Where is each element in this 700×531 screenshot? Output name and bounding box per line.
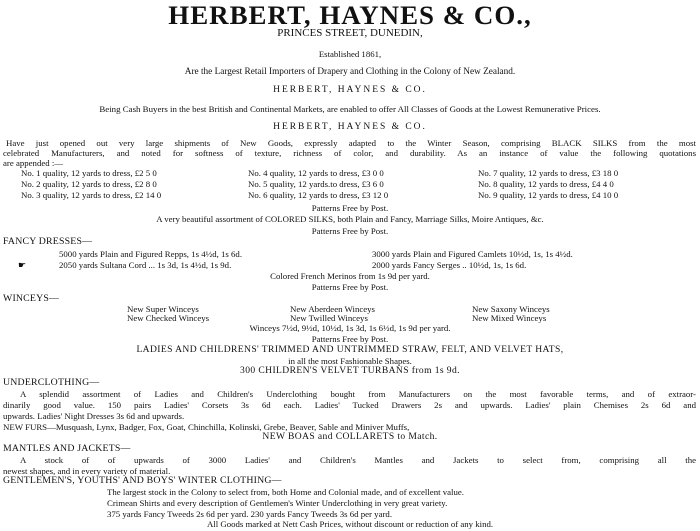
underclothing-line-1: A splendid assortment of Ladies and Children's Underclothing bought from Manufacturers on the most favorable terms, and of extraor- — [20, 389, 696, 399]
wincey-item: New Twilled Winceys — [290, 313, 368, 323]
patterns-free-note: Patterns Free by Post. — [311, 334, 389, 344]
colored-silks-line: A very beautiful assortment of COLORED SILKS, both Plain and Fancy, Marriage Silks, Moire Antiques, &c. — [156, 214, 544, 224]
fancy-dress-item: 2050 yards Sultana Cord ... 1s 3d, 1s 4½d, 1s 9d. — [59, 260, 232, 270]
patterns-free-note: Patterns Free by Post. — [311, 203, 389, 213]
gentlemens-line-2: Crimean Shirts and every description of Gentlemen's Winter Underclothing in very great variety. — [107, 498, 448, 508]
cash-buyers-line: Being Cash Buyers in the best British and Continental Markets, are enabled to offer All Classes of Goods at the Lowest Remunerative Prices. — [99, 104, 601, 114]
section-heading-mantles: MANTLES AND JACKETS— — [3, 443, 131, 454]
nett-cash-line: All Goods marked at Nett Cash Prices, without discount or reduction of any kind. — [206, 519, 494, 529]
street-address: PRINCES STREET, DUNEDIN, — [277, 27, 423, 39]
price-cell: No. 4 quality, 12 yards to dress, £3 0 0 — [248, 168, 384, 178]
underclothing-line-2: dinarily good value. 150 pairs Ladies' Corsets 3s 6d each. Ladies' Tucked Drawers 2s and upwards. Ladies' plain Chemises 2s 6d and — [3, 400, 696, 410]
fancy-dress-item: 3000 yards Plain and Figured Camlets 10½d, 1s, 1s 4½d. — [372, 249, 573, 259]
price-cell: No. 3 quality, 12 yards to dress, £2 14 0 — [21, 190, 162, 200]
patterns-free-note: Patterns Free by Post. — [311, 282, 389, 292]
gentlemens-line-1: The largest stock in the Colony to select from, both Home and Colonial made, and of excellent value. — [107, 487, 464, 497]
price-row — [0, 179, 700, 189]
underclothing-line-3: upwards. Ladies' Night Dresses 3s 6d and upwards. — [3, 411, 185, 421]
fancy-dress-item: 2000 yards Fancy Serges .. 10½d, 1s, 1s 6d. — [372, 260, 527, 270]
mantles-line-2: newest shapes, and in every variety of material. — [3, 466, 171, 476]
price-cell: No. 2 quality, 12 yards to dress, £2 8 0 — [21, 179, 157, 189]
established-line: Established 1861, — [318, 49, 382, 59]
price-cell: No. 8 quality, 12 yards to dress, £4 4 0 — [478, 179, 614, 189]
mantles-line-1: A stock of of upwards of 3000 Ladies' and Children's Mantles and Jackets to select from, comprising all the — [20, 455, 696, 465]
price-cell: No. 9 quality, 12 yards to dress, £4 10 0 — [478, 190, 619, 200]
patterns-free-note: Patterns Free by Post. — [311, 226, 389, 236]
section-heading-winceys: WINCEYS— — [3, 293, 60, 304]
section-heading-underclothing: UNDERCLOTHING— — [3, 377, 100, 388]
velvet-turbans-line: 300 CHILDREN'S VELVET TURBANS from 1s 9d. — [240, 365, 460, 376]
wincey-item: New Mixed Winceys — [472, 313, 547, 323]
intro-line-3: are appended :— — [3, 158, 64, 168]
hats-heading: LADIES AND CHILDRENS' TRIMMED AND UNTRIMMED STRAW, FELT, AND VELVET HATS, — [136, 344, 564, 355]
price-row — [0, 168, 700, 178]
advertiser-title: HERBERT, HAYNES & CO., — [168, 0, 532, 30]
wincey-item: New Saxony Winceys — [472, 304, 550, 314]
section-heading-gentlemens: GENTLEMEN'S, YOUTHS' AND BOYS' WINTER CLOTHING— — [3, 475, 282, 486]
firm-name-repeat-1: HERBERT, HAYNES & CO. — [273, 85, 427, 95]
tagline: Are the Largest Retail Importers of Drapery and Clothing in the Colony of New Zealand. — [184, 67, 516, 77]
firm-name-repeat-2: HERBERT, HAYNES & CO. — [273, 122, 427, 132]
merinos-line: Colored French Merinos from 1s 9d per yard. — [270, 271, 430, 281]
gentlemens-line-3: 375 yards Fancy Tweeds 2s 6d per yard. 230 yards Fancy Tweeds 3s 6d per yard. — [107, 509, 393, 519]
section-heading-fancy-dresses: FANCY DRESSES— — [3, 236, 93, 247]
boas-collarets-line: NEW BOAS and COLLARETS to Match. — [262, 431, 438, 442]
hats-shapes-line: in all the most Fashionable Shapes. — [288, 356, 412, 366]
price-cell: No. 1 quality, 12 yards to dress, £2 5 0 — [21, 168, 157, 178]
wincey-item: New Aberdeen Winceys — [290, 304, 375, 314]
intro-line-1: Have just opened out very large shipments of New Goods, expressly adapted to the Winter Season, comprising BLACK SILKS from the most — [6, 138, 696, 148]
fancy-dress-item: 5000 yards Plain and Figured Repps, 1s 4½d, 1s 6d. — [59, 249, 243, 259]
wincey-item: New Super Winceys — [127, 304, 199, 314]
intro-line-2: celebrated Manufacturers, and noted for softness of texture, richness of color, and durability. As an instance of value the following quotations — [3, 148, 696, 158]
wincey-item: New Checked Winceys — [127, 313, 210, 323]
wincey-prices: Winceys 7½d, 9½d, 10½d, 1s 3d, 1s 6½d, 1s 9d per yard. — [249, 323, 451, 333]
price-cell: No. 6 quality, 12 yards to dress, £3 12 0 — [248, 190, 389, 200]
new-furs-line: NEW FURS—Musquash, Lynx, Badger, Fox, Goat, Chinchilla, Kolinski, Grebe, Beaver, Sable and Miniver Muffs, — [3, 422, 410, 432]
price-cell: No. 7 quality, 12 yards to dress, £3 18 0 — [478, 168, 619, 178]
pointing-hand-icon: ☛ — [18, 260, 27, 270]
price-row — [0, 190, 700, 200]
price-cell: No. 5 quality, 12 yards.to dress, £3 6 0 — [248, 179, 384, 189]
